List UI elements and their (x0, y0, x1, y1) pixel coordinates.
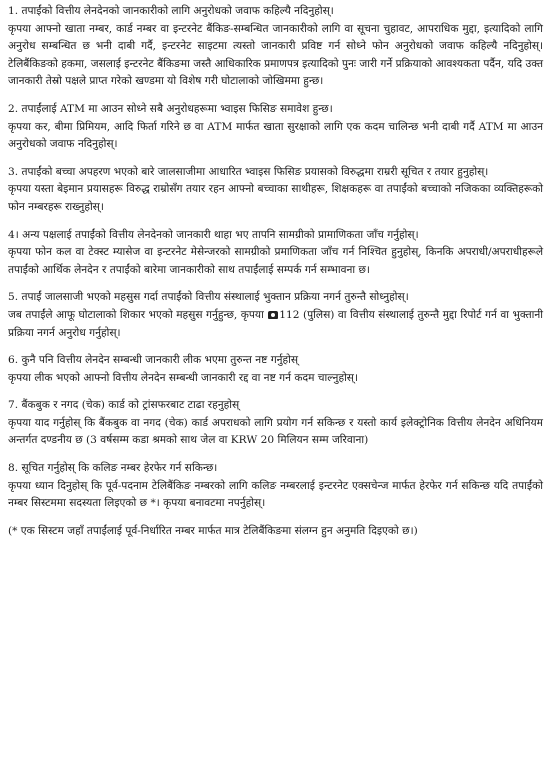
tip-body: कृपया यस्ता बेइमान प्रयासहरू विरुद्ध राम्रोसँग तयार रहन आफ्नो बच्चाका साथीहरू, शिक्षकहरू वा तपाईंको बच्चाको नजिकका व्यक्तिहरूको फोन नम्बरहरू राख्नुहोस्। (8, 183, 543, 213)
tip-body-end: 112 (पुलिस) वा वित्तीय संस्थालाई तुरुन्तै मुद्दा रिपोर्ट गर्न वा भुक्तानी प्रक्रिया नगर्न अनुरोध गर्नुहोस्। (8, 308, 543, 339)
tip-body: कृपया लीक भएको आफ्नो वित्तीय लेनदेन सम्बन्धी जानकारी रद्द वा नष्ट गर्न कदम चाल्नुहोस्। (8, 371, 358, 384)
tip-title: 3. तपाईंको बच्चा अपहरण भएको बारे जालसाजीमा आधारित भ्वाइस फिसिङ प्रयासको विरुद्धमा राम्ररी सूचित र तयार हुनुहोस्। (8, 165, 489, 178)
tip-2 (8, 101, 543, 154)
tip-body (8, 307, 543, 342)
tip-title: 4। अन्य पक्षलाई तपाईंको वित्तीय लेनदेनको जानकारी थाहा भए तापनि सामग्रीको प्रामाणिकता जाँच गर्नुहोस्। (8, 228, 419, 241)
tip-body: कृपया याद गर्नुहोस् कि बैंकबुक वा नगद (चेक) कार्ड अपराधको लागि प्रयोग गर्न सकिन्छ र यस्तो कार्य इलेक्ट्रोनिक वित्तीय लेनदेन अधिनियम अन्तर्गत दण्डनीय छ (3 वर्षसम्म कडा श्रमको साथ जेल वा KRW 20 मिलियन सम्म जरिवाना) (8, 416, 543, 447)
footnote: (* एक सिस्टम जहाँ तपाईंलाई पूर्व-निर्धारित नम्बर मार्फत मात्र टेलिबैंकिङमा संलग्न हुन अनुमति दिइएको छ।) (8, 524, 418, 537)
tip-title: 6. कुनै पनि वित्तीय लेनदेन सम्बन्धी जानकारी लीक भएमा तुरुन्त नष्ट गर्नुहोस् (8, 354, 299, 367)
tip-title: 2. तपाईंलाई ATM मा आउन सोध्ने सबै अनुरोधहरूमा भ्वाइस फिसिङ समावेश हुन्छ। (8, 102, 333, 115)
tip-5 (8, 289, 543, 342)
tip-4 (8, 227, 543, 280)
tip-body: कृपया फोन कल वा टेक्स्ट म्यासेज वा इन्टरनेट मेसेन्जरको सामग्रीको प्रमाणिकता जाँच गर्न निश्चित हुनुहोस्, किनकि अपराधी/अपराधीहरूले तपाईंको आर्थिक लेनदेन र तपाईंको बारेमा जानकारीको साथ तपाईंलाई सम्पर्क गर्न सम्भावना छ। (8, 246, 543, 276)
tip-1 (8, 3, 543, 91)
tip-body-start: जब तपाईंले आफू घोटालाको शिकार भएको महसुस गर्नुहुन्छ, कृपया (8, 308, 264, 321)
tip-6 (8, 352, 543, 387)
tip-title: 5. तपाईं जालसाजी भएको महसुस गर्दा तपाईंको वित्तीय संस्थालाई भुक्तान प्रक्रिया नगर्न तुरुन्तै सोध्नुहोस्। (8, 291, 409, 304)
tip-title: 1. तपाईंको वित्तीय लेनदेनको जानकारीको लागि अनुरोधको जवाफ कहिल्यै नदिनुहोस्। (8, 5, 334, 17)
tip-body: कृपया ध्यान दिनुहोस् कि पूर्व-पदनाम टेलिबैंकिङ नम्बरको लागि कलिङ नम्बरलाई इन्टरनेट एक्सचेन्ज मार्फत हेरफेर गर्न सकिन्छ यदि तपाईंको नम्बर सिस्टममा सदस्यता लिइएको छ *। कृपया बनावटमा नपर्नुहोस्। (8, 479, 543, 510)
tip-body: कृपया कर, बीमा प्रिमियम, आदि फिर्ता गरिने छ वा ATM मार्फत खाता सुरक्षाको लागि एक कदम चालिन्छ भनी दाबी गर्दै ATM मा आउन अनुरोधको जवाफ नदिनुहोस्। (8, 120, 543, 151)
tip-body: कृपया आफ्नो खाता नम्बर, कार्ड नम्बर वा इन्टरनेट बैंकिङ-सम्बन्धित जानकारीको लागि वा सूचना चुहावट, आपराधिक मुद्दा, इत्यादिको लागि अनुरोध सम्बन्धित छ भनी दाबी गर्दै, इन्टरनेट साइटमा त्यस्तो जानकारी प्रविष्ट गर्न सोध्ने फोन अनुरोधको जवाफ कहिल्यै नदिनुहोस्। टेलिबैंकिङको हकमा, जसलाई इन्टरनेट बैंकिङमा जस्तै आधिकारिक प्रमाणपत्र इत्यादिको पुनः जारी गर्ने प्रक्रियाको आवश्यकता पर्दैन, यदि उक्त जानकारी तेस्रो पक्षले प्राप्त गरेको खण्डमा यो विशेष गरी घोटालाको जोखिममा हुन्छ। (8, 22, 543, 88)
phone-icon (268, 311, 278, 319)
tip-8 (8, 460, 543, 513)
tip-7 (8, 397, 543, 450)
tip-title: 8. सूचित गर्नुहोस् कि कलिङ नम्बर हेरफेर गर्न सकिन्छ। (8, 462, 218, 475)
tip-3 (8, 164, 543, 217)
tip-title: 7. बैंकबुक र नगद (चेक) कार्ड को ट्रांसफरबाट टाढा रहनुहोस् (8, 399, 240, 412)
